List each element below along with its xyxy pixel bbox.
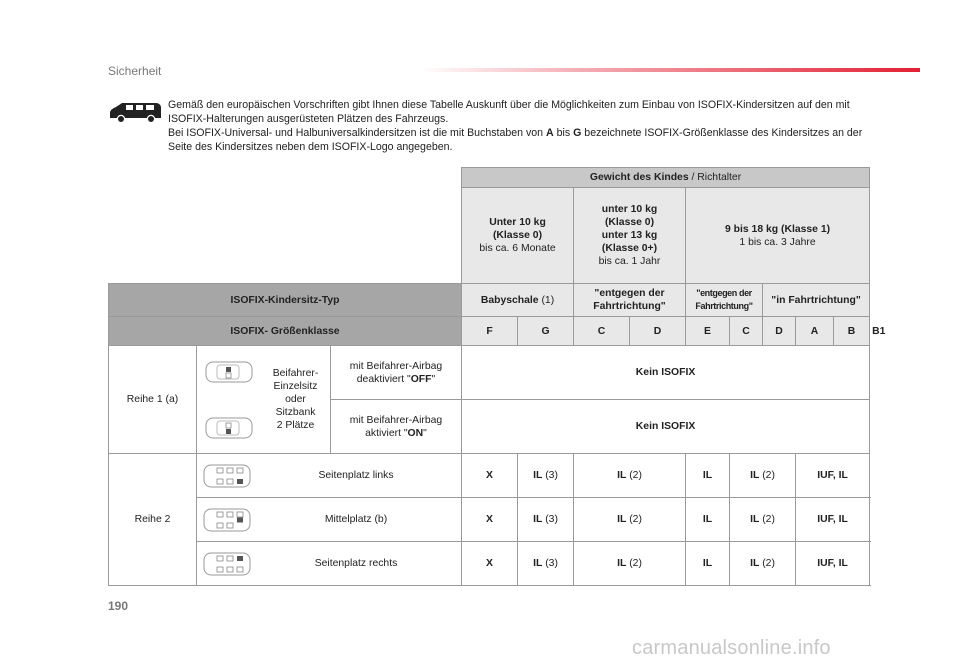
type-rearward-2: "entgegen der Fahrtrichtung" — [686, 284, 763, 317]
section-title: Sicherheit — [108, 64, 162, 78]
type-babyschale: Babyschale (1) — [462, 284, 574, 317]
intro-paragraph-1: Gemäß den europäischen Vorschriften gibt Ihnen diese Tabelle Auskunft über die Möglichkeiten zum Einbau von ISOFIX-Kindersitzen auf den mit ISOFIX-Halterungen ausgerüsteten Plätzen des Fahrzeugs. — [168, 99, 850, 125]
rear-right-seat-icon — [203, 551, 251, 577]
seat-middle-name: Mittelplatz (b) — [324, 514, 388, 525]
watermark: carmanualsonline.info — [632, 637, 831, 659]
size-d2: D — [763, 317, 796, 346]
seat-left-cd: IL (2) — [574, 454, 686, 498]
type-rearward-1: "entgegen der Fahrtrichtung" — [574, 284, 686, 317]
airbag-on-condition: mit Beifahrer-Airbag aktiviert "ON" — [331, 400, 462, 454]
rear-left-seat-icon — [203, 463, 251, 489]
isofix-table: Gewicht des Kindes / Richtalter Unter 10 kg (Klasse 0) bis ca. 6 Monate unter 10 kg (Klasse 0) unter 13 kg (Klasse 0+) bis ca. 1 Jahr 9 bis 18 kg (Klasse 1) 1 bis ca. 3 Jahre ISOFIX-Kindersitz-Typ Babyschale (1) "entgegen der Fahrtrichtung" "entgegen der Fahrtrichtung" "in Fahrtrichtung" ISOFIX- Größenklasse F G C D E C D A B B1 Reihe 1 (a) Beifahrer- Einzelsitz oder Sitzbank 2 Plätze mit Beifahrer-Airbag deaktiviert "OFF" Kein ISOFIX mit Beifahrer-Airbag aktiviert "ON" Kein ISOFIX Reihe 2 Seitenplatz links X IL (3) IL (2) IL IL (2) IUF, IL Mittelplatz (b) X IL (3) IL (2) IL IL (2) IUF, IL Seitenplatz rechts X IL (3) IL (2) IL IL (2) IUF, IL — [108, 167, 870, 586]
seat-right-e: IL — [686, 542, 730, 586]
seat-middle-g: IL (3) — [518, 498, 574, 542]
intro-text — [168, 98, 868, 154]
no-isofix-on: Kein ISOFIX — [462, 400, 870, 454]
size-d: D — [630, 317, 686, 346]
front-seat-icon — [205, 359, 253, 385]
size-c: C — [574, 317, 630, 346]
seat-middle-cd2: IL (2) — [730, 498, 796, 542]
front-bench-icon — [205, 415, 253, 441]
weight-header: Gewicht des Kindes / Richtalter — [462, 168, 870, 188]
row1-seat-cell — [197, 346, 331, 454]
size-a: A — [796, 317, 834, 346]
row1-label: Reihe 1 (a) — [109, 346, 197, 454]
seat-left-name: Seitenplatz links — [318, 470, 394, 481]
page-number: 190 — [108, 599, 129, 613]
seat-left-e: IL — [686, 454, 730, 498]
car-icon — [108, 101, 162, 123]
seat-right-forward: IUF, IL — [796, 542, 870, 586]
intro-paragraph-2: Bei ISOFIX-Universal- und Halbuniversalkindersitzen ist die mit Buchstaben von A bis G bezeichnete ISOFIX-Größenklasse des Kindersitzes an der Seite des Kindersitzes neben dem ISOFIX-Logo angegeben. — [168, 127, 863, 153]
no-isofix-off: Kein ISOFIX — [462, 346, 870, 400]
seat-right-cd2: IL (2) — [730, 542, 796, 586]
seat-middle-cell — [197, 498, 462, 542]
seat-right-f: X — [462, 542, 518, 586]
group-0plus: unter 10 kg (Klasse 0) unter 13 kg (Klasse 0+) bis ca. 1 Jahr — [574, 188, 686, 284]
seat-left-cell — [197, 454, 462, 498]
size-class-label: ISOFIX- Größenklasse — [109, 317, 462, 346]
size-b: B — [834, 317, 870, 346]
front-seat-description: Beifahrer- Einzelsitz oder Sitzbank 2 Plätze — [272, 368, 319, 431]
group-1: 9 bis 18 kg (Klasse 1) 1 bis ca. 3 Jahre — [686, 188, 870, 284]
seat-right-name: Seitenplatz rechts — [314, 558, 398, 569]
type-forward: "in Fahrtrichtung" — [763, 284, 870, 317]
row2-label: Reihe 2 — [109, 454, 197, 586]
seat-right-g: IL (3) — [518, 542, 574, 586]
size-g: G — [518, 317, 574, 346]
rear-middle-seat-icon — [203, 507, 251, 533]
seat-right-cell — [197, 542, 462, 586]
seat-middle-e: IL — [686, 498, 730, 542]
seat-left-forward: IUF, IL — [796, 454, 870, 498]
airbag-off-condition: mit Beifahrer-Airbag deaktiviert "OFF" — [331, 346, 462, 400]
header-accent-line — [420, 68, 920, 72]
seat-type-label: ISOFIX-Kindersitz-Typ — [109, 284, 462, 317]
seat-left-g: IL (3) — [518, 454, 574, 498]
seat-middle-f: X — [462, 498, 518, 542]
seat-left-f: X — [462, 454, 518, 498]
seat-left-cd2: IL (2) — [730, 454, 796, 498]
size-c2: C — [730, 317, 763, 346]
group-0: Unter 10 kg (Klasse 0) bis ca. 6 Monate — [462, 188, 574, 284]
seat-middle-forward: IUF, IL — [796, 498, 870, 542]
seat-right-cd: IL (2) — [574, 542, 686, 586]
seat-middle-cd: IL (2) — [574, 498, 686, 542]
size-f: F — [462, 317, 518, 346]
size-e: E — [686, 317, 730, 346]
